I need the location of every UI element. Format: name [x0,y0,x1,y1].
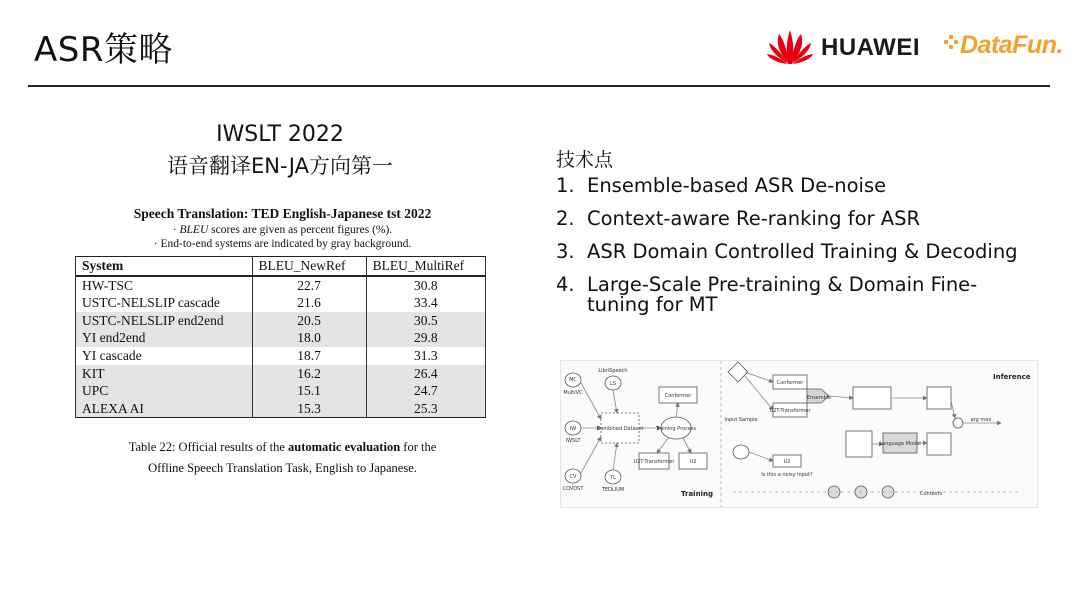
left-heading-line2: 语音翻译EN-JA方向第一 [167,154,393,178]
tech-point-item [556,209,1026,229]
label-is-noisy: Is this a noisy input? [761,472,813,478]
cell-system: YI cascade [76,347,253,365]
label-training-process: Training Process [655,426,697,432]
cell-bleu-newref: 18.7 [252,347,366,365]
cell-bleu-multiref: 29.8 [366,329,485,347]
tech-points-list [556,176,1026,328]
label-iwslt: IWSLT [565,438,581,444]
cell-bleu-newref: 18.0 [252,329,366,347]
input-node-icon [733,445,749,459]
label-training: Training [681,490,713,498]
score-box-2 [927,433,951,455]
bleu-results-table [75,256,486,418]
column-header-bleu-multiref: BLEU_MultiRef [366,257,485,276]
label-ls: LS [610,381,616,387]
table-note-1: · BLEU scores are given as percent figures (%). [172,224,393,236]
cell-system: KIT [76,365,253,383]
datafun-wordmark: DataFun. [960,31,1063,59]
cell-system: YI end2end [76,329,253,347]
cell-bleu-multiref: 33.4 [366,294,485,312]
table-row [76,347,486,365]
tech-point-number: 2. [556,207,575,230]
cell-bleu-newref: 21.6 [252,294,366,312]
cell-bleu-multiref: 25.3 [366,400,485,418]
label-multivc: MultiVC [563,390,583,396]
label-contexts: Contexts [919,491,943,497]
tech-point-text: Ensemble-based ASR De-noise [587,174,887,197]
tech-points-heading: 技术点 [556,149,614,171]
label-infer-u2t: U2T-Transformer [769,408,811,414]
cell-bleu-newref: 22.7 [252,276,366,295]
tech-point-text: ASR Domain Controlled Training & Decoding [587,240,1018,263]
table-caption: Table 22: Official results of the automatic evaluation for the Offline Speech Translation Task, English to Japanese. [128,440,437,476]
label-language-model: Language Model [879,441,921,447]
tech-point-number: 4. [556,273,575,296]
cell-bleu-newref: 15.3 [252,400,366,418]
cell-bleu-multiref: 31.3 [366,347,485,365]
table-title: Speech Translation: TED English-Japanese tst 2022 [133,206,432,221]
label-infer-conformer: Conformer [776,380,804,386]
table-row [76,312,486,330]
cell-bleu-multiref: 24.7 [366,382,485,400]
left-heading-line1: IWSLT 2022 [216,122,344,147]
table-row [76,294,486,312]
tech-point-number: 3. [556,240,575,263]
cell-system: HW-TSC [76,276,253,295]
cell-system: USTC-NELSLIP end2end [76,312,253,330]
tech-point-item [556,275,1026,315]
tech-point-item [556,176,1026,196]
table-row [76,365,486,383]
tech-point-number: 1. [556,174,575,197]
asr-pipeline-diagram [560,360,1038,508]
label-tedlium: TEDLIUM [601,487,625,493]
label-covost: COVOST [562,486,584,492]
table-row [76,400,486,418]
cell-system: ALEXA AI [76,400,253,418]
cell-bleu-newref: 15.1 [252,382,366,400]
label-combined: Combined Dataset [596,426,644,432]
label-ensemble: Ensemble [806,395,832,401]
table-body [76,276,486,418]
score-box-1 [927,387,951,409]
label-inference: Inference [993,373,1031,381]
header-divider [28,85,1050,87]
label-infer-u2: U2 [783,459,791,465]
label-u2: U2 [689,459,697,465]
context-stack-box [846,431,872,457]
nbest-box [853,387,891,409]
combine-node-icon [953,418,963,428]
label-input-sample: Input Sample [724,417,758,423]
column-header-system: System [76,257,253,276]
huawei-logo-icon [766,26,814,66]
label-mc: MC [569,377,577,383]
tech-point-text: Context-aware Re-ranking for ASR [587,207,921,230]
cell-bleu-multiref: 26.4 [366,365,485,383]
cell-system: USTC-NELSLIP cascade [76,294,253,312]
slide-title: ASR策略 [34,30,173,70]
cell-bleu-multiref: 30.5 [366,312,485,330]
cell-system: UPC [76,382,253,400]
tech-point-text: Large-Scale Pre-training & Domain Fine-tuning for MT [587,273,978,316]
tech-point-item [556,242,1026,262]
label-cv: CV [569,474,577,480]
table-row [76,276,486,295]
cell-bleu-newref: 16.2 [252,365,366,383]
label-u2t: U2T-Transformer [633,459,675,465]
label-librispeech: LibriSpeech [598,368,628,374]
cell-bleu-multiref: 30.8 [366,276,485,295]
table-row [76,382,486,400]
label-iw: IW [569,426,577,432]
label-conformer: Conformer [664,393,692,399]
column-header-bleu-newref: BLEU_NewRef [252,257,366,276]
table-row [76,329,486,347]
table-header-row [76,257,486,276]
table-note-2: · End-to-end systems are indicated by gray background. [153,238,412,250]
huawei-wordmark: HUAWEI [821,34,920,61]
label-tl: TL [610,475,616,481]
cell-bleu-newref: 20.5 [252,312,366,330]
label-argmax: arg max [970,417,992,423]
input-diamond-icon [728,362,748,382]
paper-excerpt [70,200,495,479]
